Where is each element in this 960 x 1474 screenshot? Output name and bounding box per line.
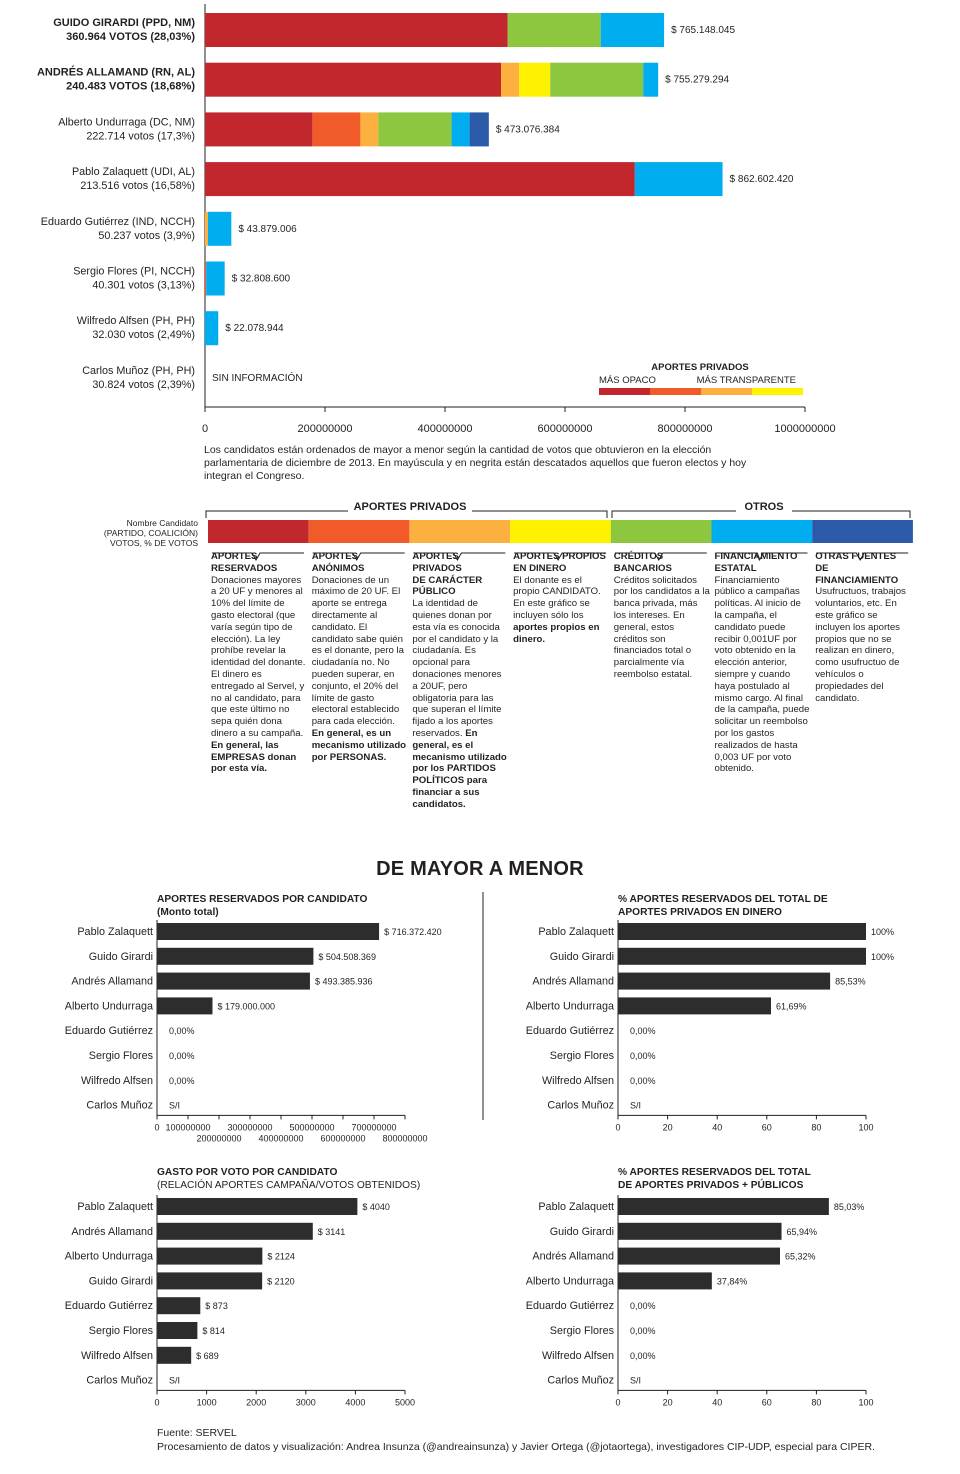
panel-x-tick-label: 80	[811, 1397, 822, 1408]
category-title: RESERVADOS	[211, 562, 278, 574]
category-highlight: aportes propios en dinero.	[513, 621, 600, 645]
category-text: Créditos solicitados por los candidatos a la banca privada, más los intereses. En general, estos créditos son financiados total o parcialmente vía reembolso estatal.	[613, 574, 710, 680]
panel-bar	[157, 923, 379, 940]
bar-segment	[205, 162, 635, 196]
panel-value-label: 0,00%	[169, 1075, 195, 1086]
bar-segment	[312, 112, 360, 146]
bar-total-label: $ 755.279.294	[665, 74, 730, 86]
category-title: OTRAS FUENTES	[815, 551, 897, 562]
bar-segment	[360, 112, 378, 146]
panel-bar	[618, 1198, 829, 1215]
category-title: ESTATAL	[714, 562, 757, 574]
panel-bar	[157, 973, 310, 990]
legend-swatch	[701, 388, 752, 395]
bar-segment	[205, 262, 206, 296]
x-tick-label: 400000000	[417, 423, 473, 435]
bar-total-label: $ 22.078.944	[225, 323, 284, 335]
category-swatch	[510, 520, 611, 543]
panel-x-tick-label: 500000000	[289, 1122, 335, 1133]
panel-category-label: Pablo Zalaquett	[538, 1201, 614, 1213]
panel-x-tick-label: 2000	[246, 1397, 267, 1408]
panel-category-label: Wilfredo Alfsen	[80, 1349, 153, 1362]
panel-title: % APORTES RESERVADOS DEL TOTAL	[618, 1167, 811, 1178]
bar-total-label: $ 862.602.420	[729, 174, 794, 186]
category-title: FINANCIAMIENTO	[714, 551, 798, 562]
panel-bar	[157, 1248, 262, 1265]
panel-x-tick-label: 200000000	[196, 1133, 242, 1144]
panel-title: APORTES RESERVADOS POR CANDIDATO	[157, 894, 368, 905]
candidate-name: Sergio Flores (PI, NCCH)	[73, 265, 195, 278]
panel-bar	[618, 1248, 780, 1265]
category-title: EN DINERO	[513, 562, 567, 574]
panel-value-label: $ 4040	[362, 1202, 390, 1212]
panel-x-tick-label: 4000	[345, 1397, 366, 1408]
legend-left-label: MÁS OPACO	[599, 375, 656, 386]
legend-title: APORTES PRIVADOS	[651, 362, 749, 373]
panel-value-label: 65,32%	[784, 1251, 816, 1262]
category-swatch	[409, 520, 510, 543]
panel-category-label: Andrés Allamand	[532, 975, 614, 988]
bar-segment	[470, 112, 489, 146]
category-title: DE CARÁCTER PÚBLICO	[412, 574, 483, 598]
candidate-votes: 30.824 votos (2,39%)	[92, 378, 195, 391]
panel-value-label: S/I	[169, 1375, 181, 1386]
panel-x-tick-label: 300000000	[227, 1122, 273, 1133]
panel-x-tick-label: 0	[615, 1397, 621, 1408]
candidate-votes: 240.483 VOTOS (18,68%)	[66, 80, 195, 93]
category-description	[715, 551, 811, 775]
panel-value-label: S/I	[169, 1100, 181, 1111]
panel-bar	[618, 948, 866, 965]
panel-bar	[157, 1272, 262, 1289]
panel-value-label: 0,00%	[630, 1326, 656, 1336]
panel-value-label: 0,00%	[630, 1301, 656, 1312]
panel-category-label: Carlos Muñoz	[86, 1374, 153, 1387]
panel-x-tick-label: 40	[712, 1122, 723, 1133]
candidate-name: Alberto Undurraga (DC, NM)	[58, 116, 195, 129]
panel-x-tick-label: 60	[761, 1397, 772, 1408]
panel-value-label: $ 689	[196, 1350, 219, 1361]
panel-category-label: Pablo Zalaquett	[538, 926, 614, 938]
bar-segment	[601, 13, 664, 47]
panel-category-label: Andrés Allamand	[71, 1225, 153, 1238]
candidate-name: GUIDO GIRARDI (PPD, NM)	[53, 17, 195, 29]
panel-bar	[618, 923, 866, 940]
bar-segment	[508, 13, 601, 47]
bar-segment	[452, 112, 470, 146]
panel-value-label: $ 504.508.369	[318, 951, 376, 962]
panel-title: GASTO POR VOTO POR CANDIDATO	[157, 1167, 338, 1178]
category-description	[513, 551, 609, 645]
panel-value-label: 0,00%	[169, 1051, 195, 1061]
panel-category-label: Andrés Allamand	[71, 975, 153, 988]
ranking-charts	[0, 880, 960, 1410]
panel-x-tick-label: 1000	[196, 1397, 217, 1408]
panel-title: % APORTES RESERVADOS DEL TOTAL DE	[618, 894, 828, 905]
candidate-votes: 40.301 votos (3,13%)	[92, 279, 195, 292]
panel-value-label: 100%	[871, 951, 895, 962]
panel-subtitle: (Monto total)	[157, 907, 219, 918]
panel-value-label: 0,00%	[630, 1051, 656, 1061]
panel-x-tick-label: 20	[662, 1397, 673, 1408]
panel-value-label: $ 2124	[267, 1251, 295, 1262]
panel-x-tick-label: 600000000	[320, 1133, 366, 1144]
chart-footnote: Los candidatos están ordenados de mayor a menor según la cantidad de votos que obtuvieron en la elección parlamentaria de diciembre de 2013. En mayúscula y en negrita están descatados aquellos que fueron electos y hoy integran el Congreso.	[204, 444, 747, 482]
key-label-name: Nombre Candidato	[126, 518, 198, 528]
category-title: APORTES	[211, 551, 258, 562]
panel-x-tick-label: 60	[761, 1122, 772, 1133]
panel-category-label: Eduardo Gutiérrez	[525, 1025, 614, 1038]
panel-category-label: Guido Girardi	[549, 950, 614, 963]
bar-segment	[378, 112, 451, 146]
category-title: DE FINANCIAMIENTO	[815, 562, 899, 586]
bar-total-label: $ 32.808.600	[231, 273, 291, 285]
panel-x-tick-label: 3000	[295, 1397, 316, 1408]
bar-segment	[635, 162, 723, 196]
panel-bar	[618, 997, 771, 1014]
panel-value-label: $ 3141	[317, 1226, 346, 1237]
panel-category-label: Alberto Undurraga	[64, 1000, 153, 1013]
candidate-name: Wilfredo Alfsen (PH, PH)	[76, 315, 195, 328]
bar-total-label: $ 473.076.384	[495, 124, 560, 136]
panel-value-label: 85,53%	[835, 976, 866, 987]
category-swatch	[712, 520, 813, 543]
candidate-votes: 32.030 votos (2,49%)	[92, 329, 195, 342]
x-tick-label: 200000000	[297, 423, 353, 435]
panel-bar	[157, 948, 313, 965]
panel-bar	[157, 1198, 357, 1215]
candidate-votes: 213.516 votos (16,58%)	[80, 180, 195, 193]
panel-subtitle: APORTES PRIVADOS EN DINERO	[618, 907, 782, 918]
category-title: APORTES PROPIOS	[513, 551, 606, 562]
panel-x-tick-label: 5000	[394, 1397, 416, 1408]
category-description	[412, 551, 508, 811]
bar-segment	[550, 63, 643, 97]
source-line: Fuente: SERVEL	[157, 1427, 237, 1439]
panel-bar	[157, 1223, 313, 1240]
legend-right-label: MÁS TRANSPARENTE	[696, 375, 796, 386]
category-description	[815, 551, 911, 704]
category-text: Financiamiento público a campañas políticas. Al inicio de la campaña, el candidato puede recibir 0,001UF por voto obtenido en la elección anterior, siempre y cuando haya postulado al mismo cargo. Al final de la campaña, puede solicitar un reembolso por los gastos realizados de hasta 0,003 UF por voto obtenido.	[714, 574, 810, 775]
category-description	[211, 551, 307, 775]
panel-bar	[157, 997, 212, 1014]
panel-category-label: Sergio Flores	[549, 1325, 614, 1337]
panel-category-label: Pablo Zalaquett	[77, 926, 153, 938]
panel-bar	[157, 1322, 197, 1339]
key-label-votes: VOTOS, % DE VOTOS	[109, 538, 198, 548]
category-description	[312, 551, 408, 763]
candidate-votes: 360.964 VOTOS (28,03%)	[66, 31, 195, 43]
category-swatch	[309, 520, 410, 543]
panel-x-tick-label: 800000000	[382, 1133, 428, 1144]
panel-x-tick-label: 100	[858, 1397, 874, 1408]
panel-value-label: 0,00%	[169, 1026, 195, 1037]
legend-swatch	[650, 388, 701, 395]
bar-segment	[205, 112, 312, 146]
panel-x-tick-label: 20	[662, 1122, 673, 1133]
panel-category-label: Pablo Zalaquett	[77, 1201, 153, 1213]
ranking-title: DE MAYOR A MENOR	[376, 858, 584, 880]
panel-value-label: $ 716.372.420	[384, 927, 442, 937]
panel-category-label: Wilfredo Alfsen	[80, 1074, 153, 1087]
candidate-votes: 50.237 votos (3,9%)	[98, 229, 195, 242]
panel-x-tick-label: 0	[154, 1397, 160, 1408]
bar-segment	[206, 262, 224, 296]
panel-category-label: Wilfredo Alfsen	[541, 1349, 614, 1362]
panel-category-label: Guido Girardi	[88, 950, 153, 963]
panel-value-label: $ 873	[205, 1301, 228, 1312]
panel-value-label: 100%	[871, 927, 895, 937]
panel-subtitle: DE APORTES PRIVADOS + PÚBLICOS	[618, 1180, 804, 1191]
candidate-name: ANDRÉS ALLAMAND (RN, AL)	[36, 66, 195, 79]
candidate-votes: 222.714 votos (17,3%)	[86, 130, 195, 143]
bar-segment	[519, 63, 550, 97]
panel-value-label: 37,84%	[716, 1276, 748, 1287]
panel-bar	[157, 1297, 200, 1314]
panel-x-tick-label: 80	[811, 1122, 822, 1133]
panel-x-tick-label: 100000000	[165, 1122, 211, 1133]
panel-value-label: 0,00%	[630, 1350, 656, 1361]
category-highlight: En general, es el mecanismo utilizado por los PARTIDOS POLÍTICOS para financiar a sus candidatos.	[412, 727, 507, 810]
panel-category-label: Sergio Flores	[88, 1325, 153, 1337]
panel-bar	[618, 973, 830, 990]
panel-category-label: Eduardo Gutiérrez	[525, 1300, 614, 1313]
category-text: Donaciones mayores a 20 UF y menores al 10% del límite de gasto electoral (que varía según tipo de elección). La ley prohíbe revelar la identidad del donante. El dinero es entregado al Servel, y no al candidato, para que este último no sepa quién dona dinero a su campaña.	[211, 574, 306, 739]
category-swatch	[208, 520, 309, 543]
no-info-label: SIN INFORMACIÓN	[212, 372, 303, 384]
panel-x-tick-label: 0	[154, 1122, 160, 1133]
category-description	[614, 551, 710, 681]
panel-x-tick-label: 400000000	[258, 1133, 304, 1144]
panel-value-label: $ 2120	[267, 1276, 295, 1287]
panel-value-label: $ 814	[202, 1326, 225, 1336]
category-highlight: En general, es un mecanismo utilizado por PERSONAS.	[311, 727, 407, 763]
category-highlight: En general, las EMPRESAS donan por esta vía.	[211, 739, 297, 775]
category-title: APORTES PRIVADOS	[412, 551, 462, 574]
bar-segment	[643, 63, 658, 97]
panel-bar	[157, 1347, 191, 1364]
stacked-bar-chart	[0, 0, 960, 440]
category-text: Usufructuos, trabajos voluntarios, etc. En este gráfico se incluyen los aportes propios que no se realizan en dinero, como usufructuo de vehículos o propiedades del candidato.	[815, 586, 906, 704]
bar-segment	[205, 212, 208, 246]
category-title: CRÉDITOS	[613, 551, 664, 562]
panel-category-label: Carlos Muñoz	[547, 1374, 614, 1387]
panel-value-label: $ 493.385.936	[314, 976, 373, 987]
panel-x-tick-label: 0	[615, 1122, 621, 1133]
panel-category-label: Sergio Flores	[549, 1050, 614, 1062]
panel-category-label: Carlos Muñoz	[86, 1099, 153, 1112]
category-swatch	[611, 520, 712, 543]
panel-value-label: S/I	[630, 1375, 642, 1386]
candidate-name: Pablo Zalaquett (UDI, AL)	[71, 166, 195, 179]
credits-line: Procesamiento de datos y visualización: Andrea Insunza (@andreainsunza) y Javier Ortega (@jotaortega), investigadores CIP-UDP, especial para CIPER.	[157, 1441, 875, 1453]
panel-bar	[618, 1272, 712, 1289]
panel-category-label: Eduardo Gutiérrez	[64, 1300, 153, 1313]
other-header: OTROS	[744, 501, 784, 513]
panel-value-label: S/I	[630, 1100, 642, 1111]
panel-category-label: Carlos Muñoz	[547, 1099, 614, 1112]
panel-x-tick-label: 40	[712, 1397, 723, 1408]
category-title: APORTES	[311, 551, 359, 562]
category-swatch	[812, 520, 913, 543]
panel-category-label: Guido Girardi	[88, 1275, 153, 1288]
category-text: El donante es el propio CANDIDATO. En este gráfico se incluyen sólo los	[513, 574, 601, 621]
panel-subtitle: (RELACIÓN APORTES CAMPAÑA/VOTOS OBTENIDOS)	[157, 1180, 421, 1191]
key-label-party: (PARTIDO, COALICIÓN)	[103, 528, 198, 538]
legend-swatch	[599, 388, 650, 395]
panel-category-label: Guido Girardi	[549, 1225, 614, 1238]
panel-value-label: 61,69%	[775, 1001, 807, 1012]
panel-category-label: Eduardo Gutiérrez	[64, 1025, 153, 1038]
private-header: APORTES PRIVADOS	[353, 501, 467, 513]
category-text: La identidad de quienes donan por esta vía es conocida por el candidato y la ciudadanía. Es opcional para donaciones menores a 20UF, pero obligatoria para las que superan el límite fijado a los aportes reservados.	[412, 598, 502, 739]
category-title: ANÓNIMOS	[311, 562, 365, 574]
bar-segment	[205, 63, 501, 97]
panel-value-label: $ 179.000.000	[217, 1001, 276, 1012]
panel-category-label: Alberto Undurraga	[525, 1275, 614, 1288]
panel-x-tick-label: 700000000	[351, 1122, 397, 1133]
panel-category-label: Sergio Flores	[88, 1050, 153, 1062]
panel-value-label: 65,94%	[786, 1226, 818, 1237]
bar-segment	[205, 311, 218, 345]
panel-category-label: Wilfredo Alfsen	[541, 1074, 614, 1087]
panel-value-label: 0,00%	[630, 1075, 656, 1086]
candidate-name: Eduardo Gutiérrez (IND, NCCH)	[40, 215, 195, 228]
panel-category-label: Alberto Undurraga	[64, 1250, 153, 1263]
x-tick-label: 0	[201, 423, 209, 435]
x-tick-label: 1000000000	[774, 423, 836, 435]
candidate-name: Carlos Muñoz (PH, PH)	[82, 364, 195, 377]
bar-total-label: $ 43.879.006	[238, 223, 297, 235]
panel-value-label: 0,00%	[630, 1026, 656, 1037]
panel-x-tick-label: 100	[858, 1122, 874, 1133]
bar-segment	[208, 212, 231, 246]
bar-total-label: $ 765.148.045	[671, 25, 736, 36]
x-tick-label: 800000000	[657, 423, 713, 435]
panel-value-label: 85,03%	[833, 1202, 865, 1212]
bar-segment	[205, 13, 508, 47]
x-tick-label: 600000000	[537, 423, 593, 435]
bar-segment	[501, 63, 519, 97]
legend-swatch	[752, 388, 803, 395]
panel-bar	[618, 1223, 782, 1240]
category-text: Donaciones de un máximo de 20 UF. El aporte se entrega directamente al candidato. El candidato sabe quién es el donante, pero la ciudadanía no. No pueden superar, en conjunto, el 20% del límite de gasto electoral establecido para cada elección.	[311, 574, 404, 728]
category-title: BANCARIOS	[613, 562, 672, 574]
panel-category-label: Alberto Undurraga	[525, 1000, 614, 1013]
panel-category-label: Andrés Allamand	[532, 1250, 614, 1263]
